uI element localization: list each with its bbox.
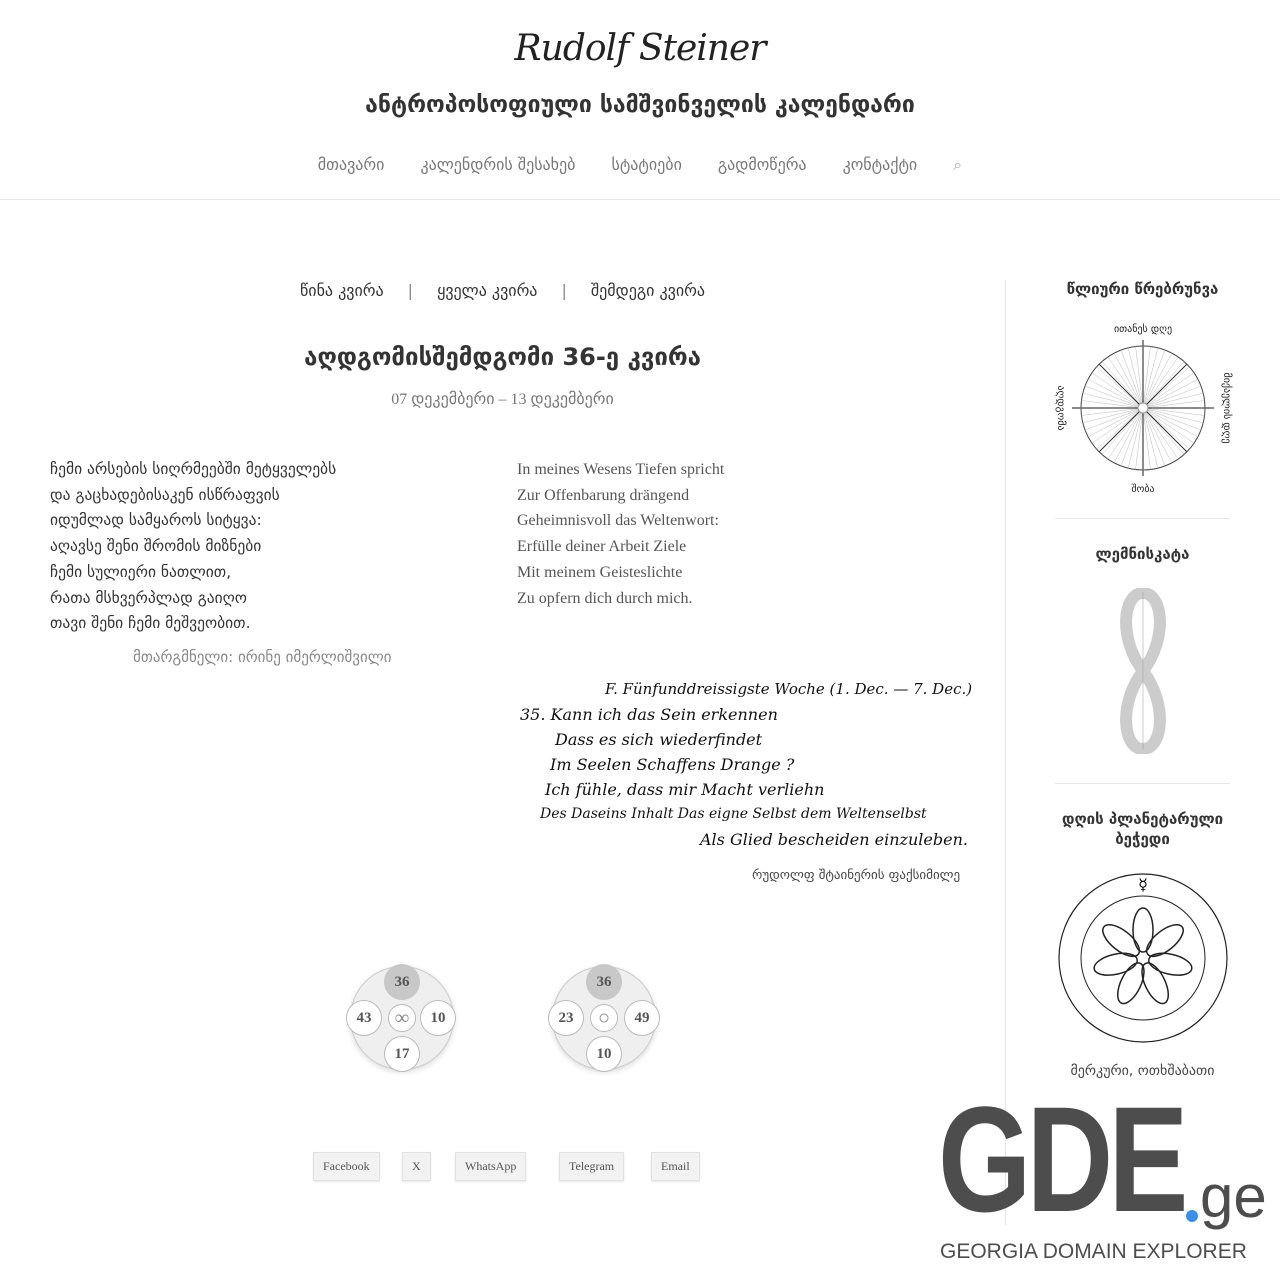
wheel-node-top[interactable]: 36 xyxy=(384,964,420,1000)
watermark-tagline: GEORGIA DOMAIN EXPLORER xyxy=(940,1240,1247,1263)
gde-watermark-logo xyxy=(938,1075,1268,1272)
annual-cycle-title: წლიური წრებრუნვა xyxy=(1066,280,1219,298)
wheel-node-bottom[interactable]: 17 xyxy=(384,1036,420,1072)
wheel-node-top[interactable]: 36 xyxy=(586,964,622,1000)
facsimile-line: Des Daseins Inhalt Das eigne Selbst dem Weltenselbst xyxy=(540,806,927,822)
facsimile-line: 35. Kann ich das Sein erkennen xyxy=(520,705,778,724)
circle-icon: ○ xyxy=(590,1004,618,1032)
nav-articles[interactable]: სტატიები xyxy=(611,155,682,174)
poem-line: Zu opfern dich durch mich. xyxy=(517,589,693,607)
week-spoke xyxy=(1143,393,1203,408)
poem-line: აღავსე შენი შრომის მიზნები xyxy=(50,537,262,556)
week-dates: 07 დეკემბერი – 13 დეკემბერი xyxy=(391,391,614,408)
share-email-button[interactable]: Email xyxy=(651,1152,700,1181)
translator-credit: მთარგმნელი: ირინე იმერლიშვილი xyxy=(133,648,392,666)
poem-line: თავი შენი ჩემი მეშვეობით. xyxy=(50,614,251,633)
next-week-link[interactable]: შემდეგი კვირა xyxy=(590,281,705,300)
label-top: ითანეს დღე xyxy=(1113,324,1173,335)
search-icon[interactable]: ⌕ xyxy=(953,155,963,174)
separator: | xyxy=(561,281,567,300)
week-spoke xyxy=(1143,408,1158,468)
wheel-node-right[interactable]: 49 xyxy=(624,1000,660,1036)
week-relations-wheel xyxy=(552,966,656,1070)
seal-petal xyxy=(1098,919,1145,962)
week-spoke xyxy=(1128,348,1143,408)
signature-logo[interactable]: Rudolf Steiner xyxy=(514,28,766,69)
week-spoke xyxy=(1083,393,1143,408)
mercury-symbol-icon: ☿ xyxy=(1138,875,1148,894)
label-left: აღდგომა xyxy=(1055,385,1066,431)
wheel-node-right[interactable]: 10 xyxy=(420,1000,456,1036)
seal-petal xyxy=(1147,950,1194,979)
poem-line: Geheimnisvoll das Weltenwort: xyxy=(517,512,719,530)
poem-line: ჩემი არსების სიღრმეებში მეტყველებს xyxy=(50,460,337,478)
mercury-seal-image[interactable] xyxy=(1057,872,1229,1044)
wheel-node-bottom[interactable]: 10 xyxy=(586,1036,622,1072)
wheel-node-left[interactable]: 43 xyxy=(346,1000,382,1036)
watermark-dot xyxy=(1186,1210,1198,1222)
poem-line: Erfülle deiner Arbeit Ziele xyxy=(517,538,687,556)
nav-about[interactable]: კალენდრის შესახებ xyxy=(420,155,576,174)
wheel-node-left[interactable]: 23 xyxy=(548,1000,584,1036)
poem-line: იდუმლად სამყაროს სიტყვა: xyxy=(50,511,262,530)
seal-petal xyxy=(1141,919,1188,962)
sidebar-divider xyxy=(1055,783,1230,784)
poem-line: რათა მსხვერპლად გაიღო xyxy=(50,588,247,607)
prev-week-link[interactable]: წინა კვირა xyxy=(300,281,384,300)
watermark-ge: ge xyxy=(1200,1163,1267,1230)
poem-line: Mit meinem Geisteslichte xyxy=(517,563,683,581)
poem-line: Zur Offenbarung drängend xyxy=(517,486,690,504)
facsimile-line: Ich fühle, dass mir Macht verliehn xyxy=(545,780,825,799)
poem-line: და გაცხადებისაკენ ისწრაფვის xyxy=(50,485,280,504)
week-spoke xyxy=(1143,408,1203,423)
share-x-button[interactable]: X xyxy=(402,1152,431,1181)
poem-line: ჩემი სულიერი ნათლით, xyxy=(50,562,232,581)
all-weeks-link[interactable]: ყველა კვირა xyxy=(437,281,538,300)
lemniscate-diagram[interactable] xyxy=(1108,588,1178,754)
share-telegram-button[interactable]: Telegram xyxy=(559,1152,624,1181)
nav-download[interactable]: გადმოწერა xyxy=(717,155,807,174)
label-right: მიქაელის დღე xyxy=(1221,372,1232,444)
annual-cycle-diagram[interactable] xyxy=(1052,316,1234,500)
facsimile-line: Dass es sich wiederfindet xyxy=(555,730,763,749)
infinity-icon: ∞ xyxy=(388,1004,416,1032)
week-spoke xyxy=(1128,408,1143,468)
seal-petal xyxy=(1092,950,1139,979)
planetary-seal-title: დღის პლანეტარული ბეჭედი xyxy=(1061,810,1224,848)
week-title: აღდგომისშემდგომი 36-ე კვირა xyxy=(304,343,701,371)
sidebar-divider xyxy=(1005,280,1006,1225)
share-facebook-button[interactable]: Facebook xyxy=(313,1152,380,1181)
facsimile-caption: რუდოლფ შტაინერის ფაქსიმილე xyxy=(752,868,961,883)
nav-home[interactable]: მთავარი xyxy=(317,155,385,174)
seal-petal xyxy=(1133,908,1153,952)
watermark-letters: GDE xyxy=(938,1075,1184,1243)
poem-german xyxy=(517,457,724,611)
week-spoke xyxy=(1083,408,1143,423)
lemniscate-title: ლემნისკატა xyxy=(1095,545,1190,563)
share-whatsapp-button[interactable]: WhatsApp xyxy=(455,1152,526,1181)
sidebar-divider xyxy=(1055,518,1230,519)
facsimile-line: Als Glied bescheiden einzuleben. xyxy=(700,830,968,849)
poem-line: In meines Wesens Tiefen spricht xyxy=(517,461,725,478)
facsimile-line: Im Seelen Schaffens Drange ? xyxy=(550,755,795,774)
week-navigation xyxy=(300,281,705,300)
separator: | xyxy=(407,281,414,300)
planetary-seal-caption: მერკური, ოთხშაბათი xyxy=(1070,1063,1215,1079)
week-relations-wheel xyxy=(350,966,454,1070)
site-title[interactable]: ანტროპოსოფიული სამშვინველის კალენდარი xyxy=(365,92,915,118)
poem-georgian xyxy=(50,457,336,637)
label-bottom: შობა xyxy=(1131,484,1155,495)
week-spoke xyxy=(1143,348,1158,408)
facsimile-line: F. Fünfunddreissigste Woche (1. Dec. — 7. Dec.) xyxy=(605,680,973,698)
nav-contact[interactable]: კონტაქტი xyxy=(842,155,918,174)
main-nav xyxy=(0,155,1280,175)
handwritten-facsimile xyxy=(520,677,973,867)
site-header xyxy=(0,0,1280,200)
